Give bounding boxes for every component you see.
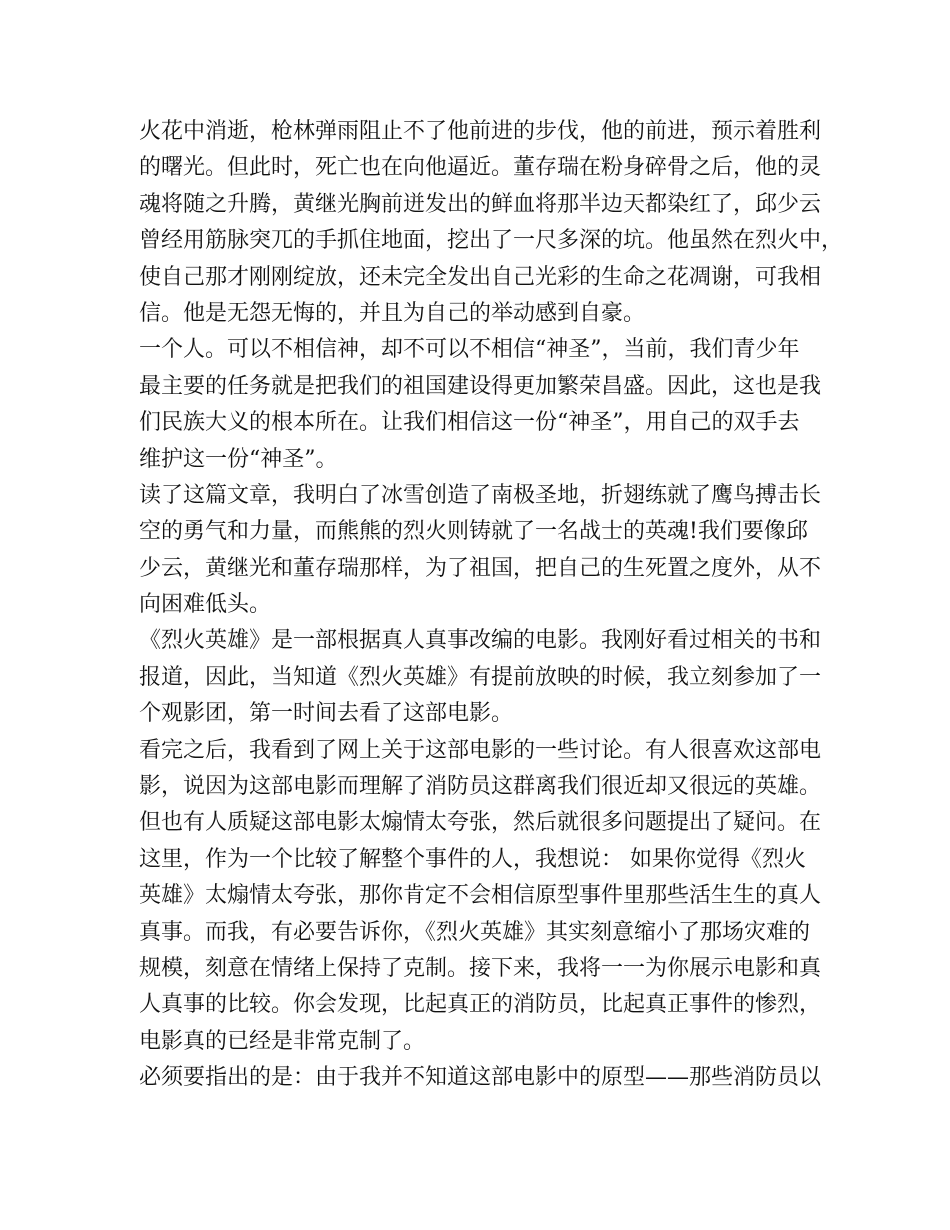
text-line: 英雄》太煽情太夸张，那你肯定不会相信原型事件里那些活生生的真人 bbox=[139, 883, 822, 909]
text-line: 真事。而我，有必要告诉你，《烈火英雄》其实刻意缩小了那场灾难的 bbox=[139, 919, 811, 945]
text-line: 们民族大义的根本所在。让我们相信这一份“神圣”，用自己的双手去 bbox=[139, 410, 800, 436]
text-line: 报道，因此，当知道《烈火英雄》有提前放映的时候，我立刻参加了一 bbox=[139, 664, 822, 690]
text-line: 最主要的任务就是把我们的祖国建设得更加繁荣昌盛。因此，这也是我 bbox=[139, 373, 822, 399]
text-line: 曾经用筋脉突兀的手抓住地面，挖出了一尺多深的坑。他虽然在烈火中， bbox=[139, 228, 844, 254]
text-line: 读了这篇文章，我明白了冰雪创造了南极圣地，折翅练就了鹰鸟搏击长 bbox=[139, 482, 822, 508]
text-line: 规模，刻意在情绪上保持了克制。接下来，我将一一为你展示电影和真 bbox=[139, 955, 822, 981]
document-body bbox=[139, 114, 844, 1097]
text-line: 少云，黄继光和董存瑞那样，为了祖国，把自己的生死置之度外，从不 bbox=[139, 555, 822, 581]
text-line: 火花中消逝，枪林弹雨阻止不了他前进的步伐，他的前进，预示着胜利 bbox=[139, 119, 822, 144]
text-line: 信。他是无怨无悔的，并且为自己的举动感到自豪。 bbox=[139, 300, 646, 326]
text-line: 人真事的比较。你会发现，比起真正的消防员，比起真正事件的惨烈， bbox=[139, 992, 822, 1018]
text-line: 《烈火英雄》是一部根据真人真事改编的电影。我刚好看过相关的书和 bbox=[139, 628, 822, 654]
text-line: 个观影团，第一时间去看了这部电影。 bbox=[139, 701, 514, 727]
text-line: 必须要指出的是：由于我并不知道这部电影中的原型——那些消防员以 bbox=[139, 1065, 822, 1091]
text-line: 的曙光。但此时，死亡也在向他逼近。董存瑞在粉身碎骨之后，他的灵 bbox=[139, 155, 822, 181]
text-line: 一个人。可以不相信神，却不可以不相信“神圣”，当前，我们青少年 bbox=[139, 337, 800, 363]
text-line: 维护这一份“神圣”。 bbox=[139, 446, 338, 472]
text-line: 但也有人质疑这部电影太煽情太夸张，然后就很多问题提出了疑问。在 bbox=[139, 810, 822, 836]
text-line: 影，说因为这部电影而理解了消防员这群离我们很近却又很远的英雄。 bbox=[139, 774, 822, 800]
text-line: 使自己那才刚刚绽放，还未完全发出自己光彩的生命之花凋谢，可我相 bbox=[139, 264, 822, 290]
text-line: 空的勇气和力量，而熊熊的烈火则铸就了一名战士的英魂!我们要像邱 bbox=[139, 519, 808, 545]
text-line: 电影真的已经是非常克制了。 bbox=[139, 1028, 426, 1054]
text-line: 向困难低头。 bbox=[139, 592, 272, 618]
text-line: 魂将随之升腾，黄继光胸前迸发出的鲜血将那半边天都染红了，邱少云 bbox=[139, 191, 822, 217]
text-line: 这里，作为一个比较了解整个事件的人，我想说： 如果你觉得《烈火 bbox=[139, 846, 806, 872]
text-line: 看完之后，我看到了网上关于这部电影的一些讨论。有人很喜欢这部电 bbox=[139, 737, 822, 763]
